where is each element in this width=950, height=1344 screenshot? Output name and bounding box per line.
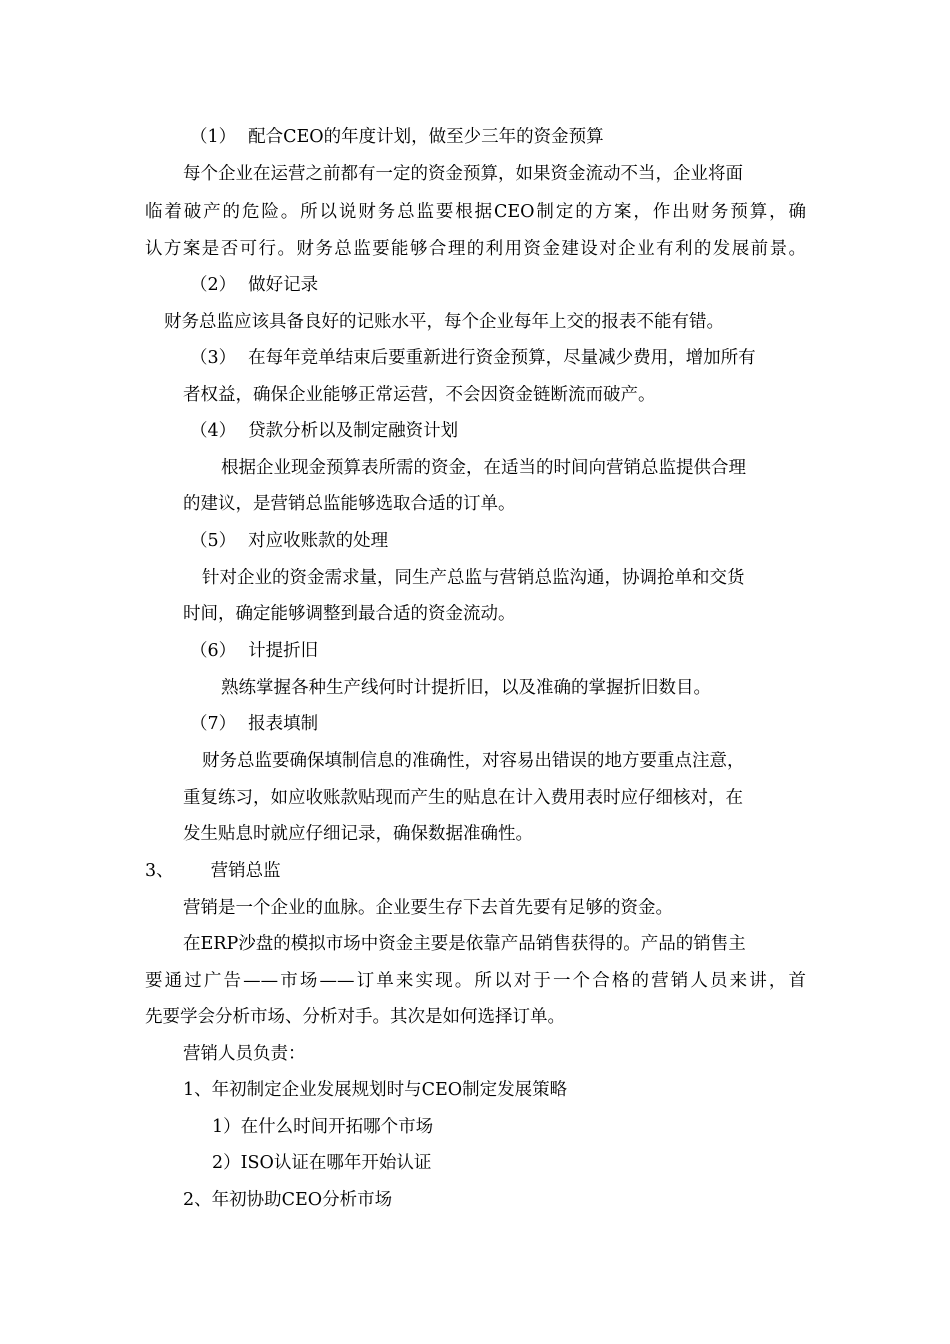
paragraph-line: 时间，确定能够调整到最合适的资金流动。 <box>183 604 516 624</box>
item-heading-3 <box>190 346 756 370</box>
item-number: （5） <box>190 531 237 551</box>
item-heading-4 <box>190 419 458 443</box>
item-heading-6 <box>190 639 318 663</box>
paragraph-line: 要通过广告——市场——订单来实现。所以对于一个合格的营销人员来讲，首 <box>145 971 806 991</box>
item-number: （1） <box>190 127 237 147</box>
paragraph-line: 针对企业的资金需求量，同生产总监与营销总监沟通，协调抢单和交货 <box>202 568 745 588</box>
item-number: （2） <box>190 275 237 295</box>
item-number: （7） <box>190 714 237 734</box>
item-number: （3） <box>190 348 237 368</box>
paragraph-line: 者权益，确保企业能够正常运营，不会因资金链断流而破产。 <box>183 385 656 405</box>
item-title: 计提折旧 <box>248 641 319 661</box>
item-heading-1 <box>190 125 604 149</box>
item-title: 贷款分析以及制定融资计划 <box>248 421 459 441</box>
paragraph-line: 先要学会分析市场、分析对手。其次是如何选择订单。 <box>145 1007 565 1027</box>
paragraph-line: 营销人员负责： <box>183 1044 306 1064</box>
paragraph-line: 发生贴息时就应仔细记录，确保数据准确性。 <box>183 824 533 844</box>
item-title: 做好记录 <box>248 275 319 295</box>
paragraph-line: 财务总监应该具备良好的记账水平，每个企业每年上交的报表不能有错。 <box>164 312 724 332</box>
item-number: （6） <box>190 641 237 661</box>
paragraph-line: 的建议，是营销总监能够选取合适的订单。 <box>183 494 516 514</box>
section-number: 3、 <box>145 861 174 881</box>
paragraph-line: 临着破产的危险。所以说财务总监要根据CEO制定的方案，作出财务预算，确 <box>145 202 806 222</box>
item-title: 配合CEO的年度计划，做至少三年的资金预算 <box>248 127 604 147</box>
paragraph-line: 每个企业在运营之前都有一定的资金预算，如果资金流动不当，企业将面 <box>183 164 743 184</box>
item-heading-2 <box>190 273 318 297</box>
sub-list-item: 1）在什么时间开拓哪个市场 <box>212 1117 434 1137</box>
item-title: 对应收账款的处理 <box>248 531 389 551</box>
sub-list-item: 2）ISO认证在哪年开始认证 <box>212 1153 432 1173</box>
paragraph-line: 营销是一个企业的血脉。企业要生存下去首先要有足够的资金。 <box>183 898 673 918</box>
paragraph-line: 认方案是否可行。财务总监要能够合理的利用资金建设对企业有利的发展前景。 <box>145 239 806 259</box>
paragraph-line: 熟练掌握各种生产线何时计提折旧，以及准确的掌握折旧数目。 <box>221 678 711 698</box>
item-heading-7 <box>190 712 318 736</box>
paragraph-line: 根据企业现金预算表所需的资金，在适当的时间向营销总监提供合理 <box>221 458 746 478</box>
item-title: 在每年竞单结束后要重新进行资金预算，尽量减少费用，增加所有 <box>248 348 756 368</box>
item-title: 报表填制 <box>248 714 319 734</box>
list-item: 2、年初协助CEO分析市场 <box>183 1190 393 1210</box>
list-item: 1、年初制定企业发展规划时与CEO制定发展策略 <box>183 1080 568 1100</box>
paragraph-line: 重复练习，如应收账款贴现而产生的贴息在计入费用表时应仔细核对，在 <box>183 788 743 808</box>
paragraph-line: 财务总监要确保填制信息的准确性，对容易出错误的地方要重点注意， <box>202 751 745 771</box>
section-title: 营销总监 <box>210 861 281 881</box>
item-heading-5 <box>190 529 388 553</box>
section-heading <box>145 859 281 883</box>
paragraph-line: 在ERP沙盘的模拟市场中资金主要是依靠产品销售获得的。产品的销售主 <box>183 934 746 954</box>
item-number: （4） <box>190 421 237 441</box>
